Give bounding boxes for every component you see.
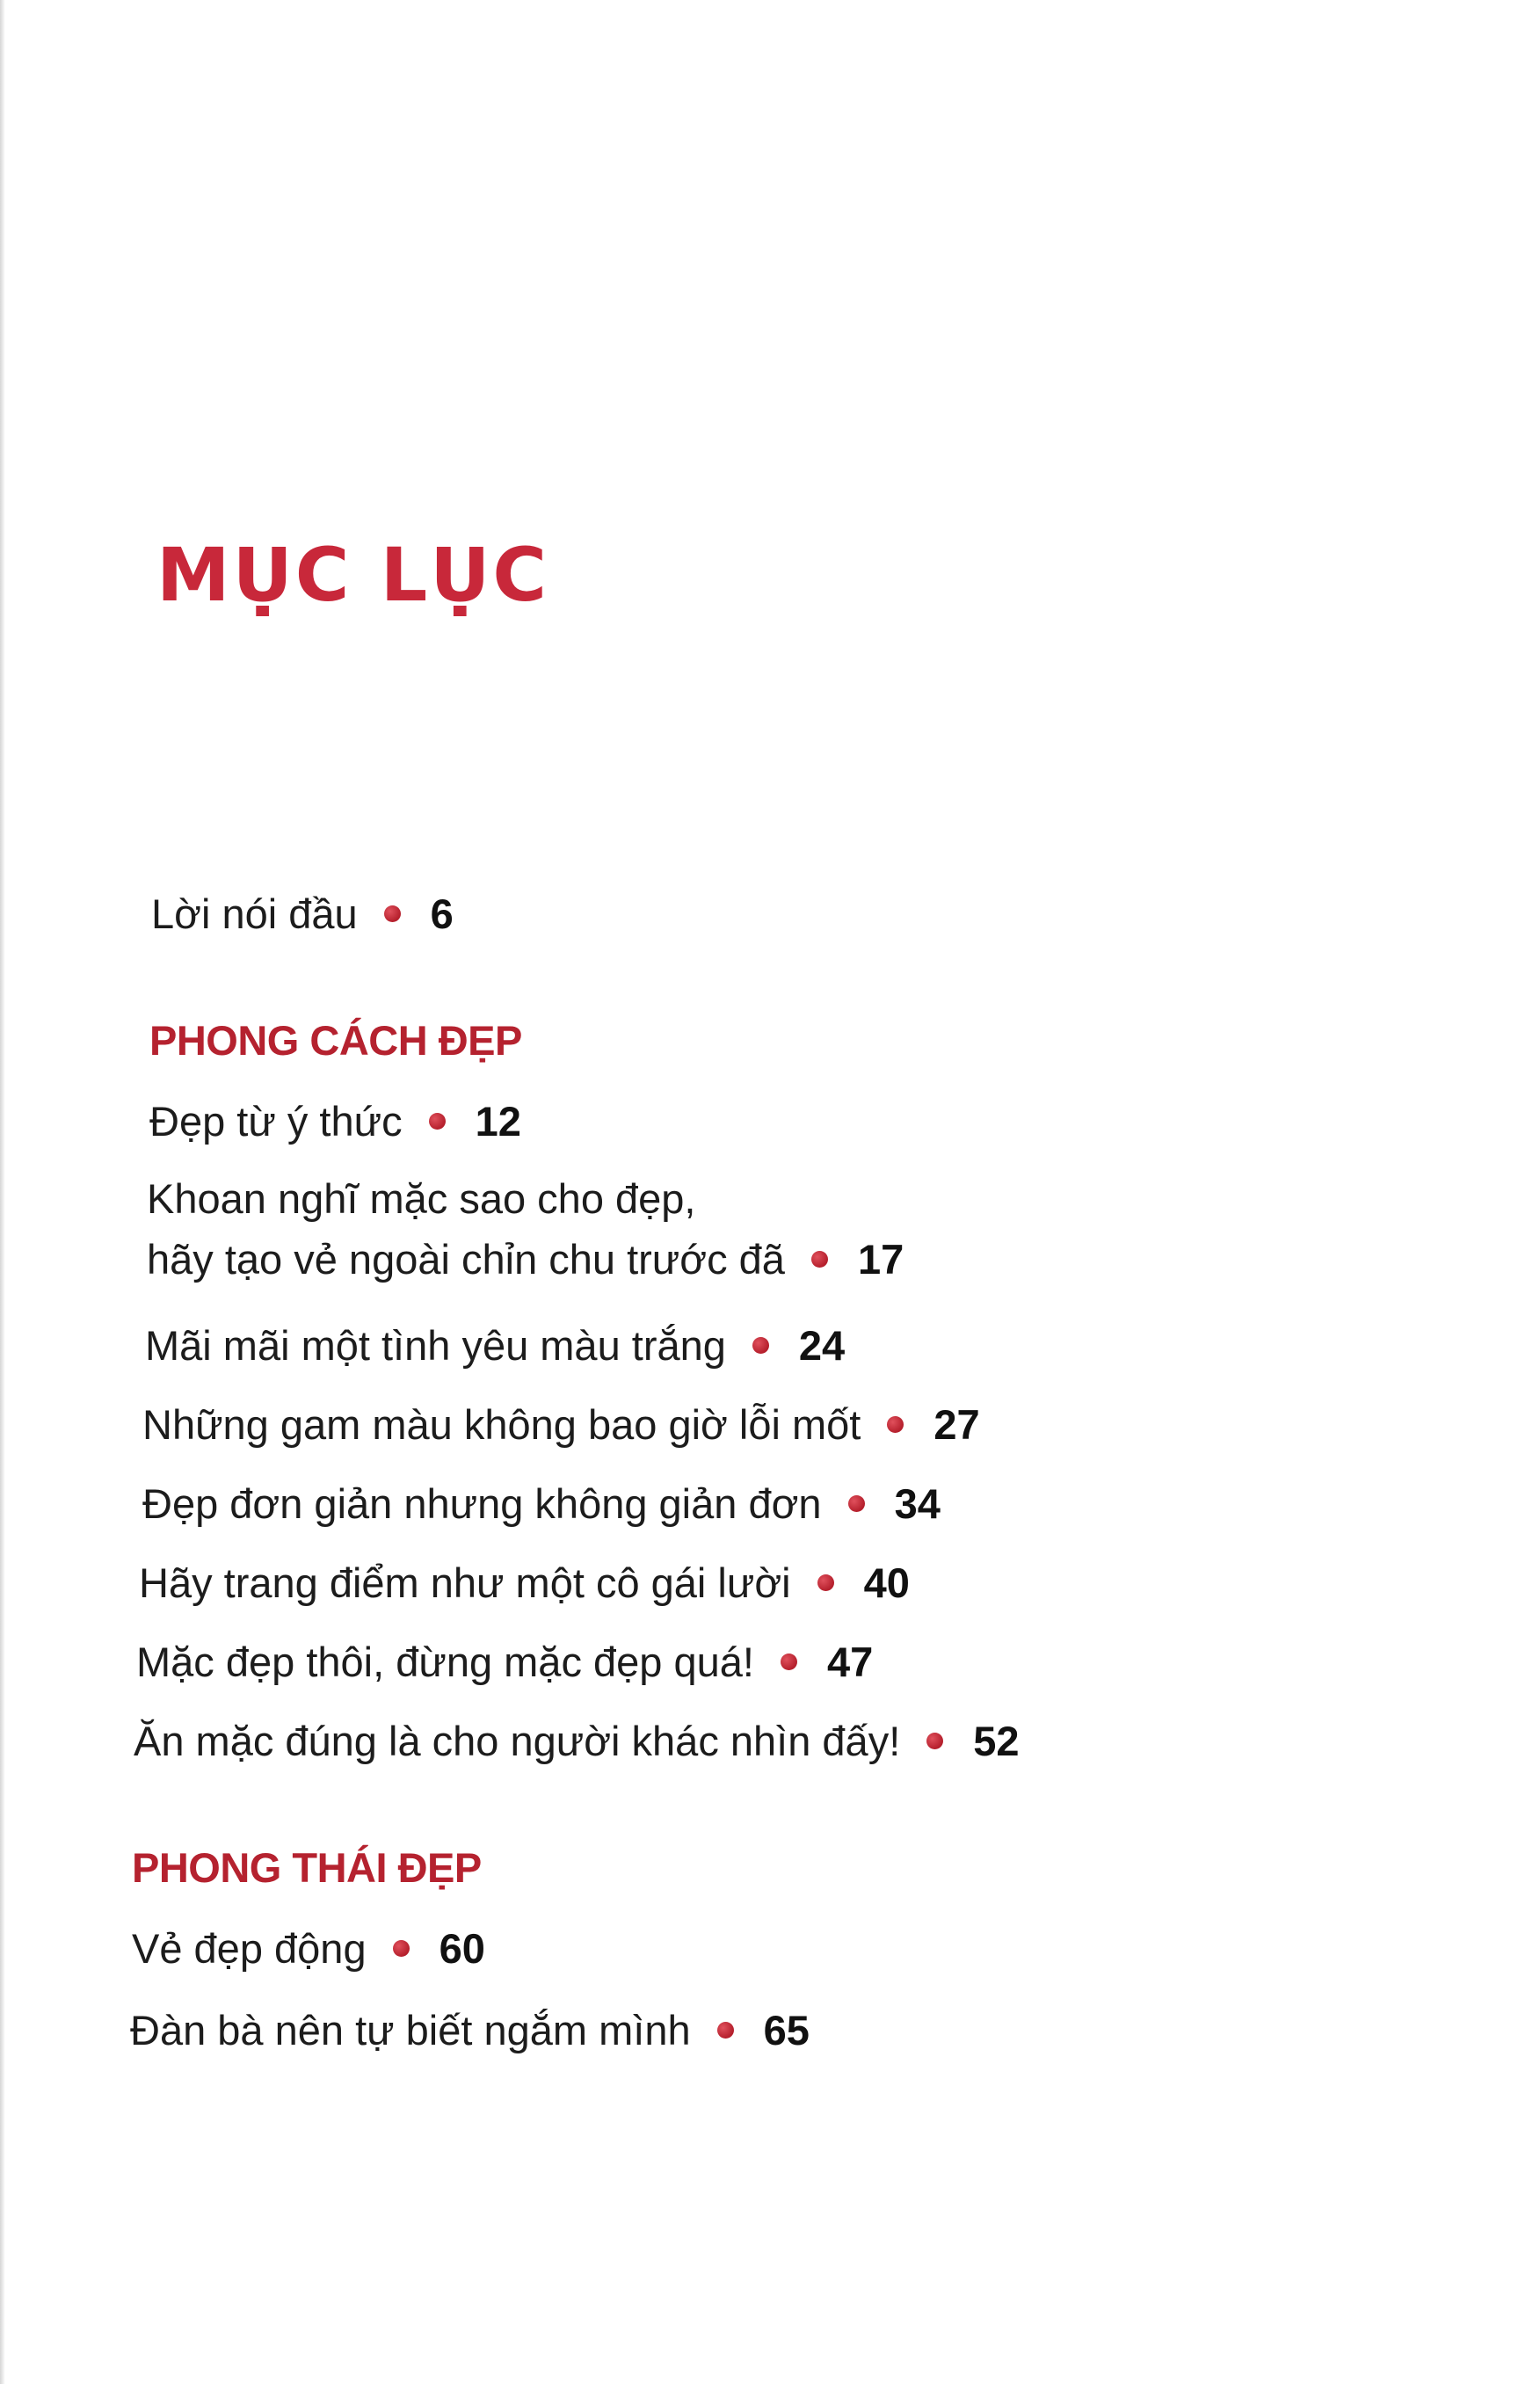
bullet-icon	[429, 1113, 446, 1130]
bullet-icon	[752, 1337, 769, 1354]
toc-entry-title	[147, 1175, 785, 1283]
toc-entry-title: Đẹp từ ý thức	[149, 1098, 403, 1145]
toc-entry-8[interactable]	[134, 1720, 1020, 1762]
toc-entry-title-line-2: hãy tạo vẻ ngoài chỉn chu trước đã	[147, 1236, 785, 1283]
bullet-icon	[384, 905, 401, 922]
toc-entry-5[interactable]	[142, 1480, 941, 1527]
toc-entry-title: Đàn bà nên tự biết ngắm mình	[130, 2007, 691, 2053]
toc-entry-intro[interactable]	[151, 890, 454, 937]
bullet-icon	[811, 1251, 828, 1268]
toc-entry-1[interactable]	[149, 1098, 521, 1145]
toc-entry-page: 52	[973, 1718, 1020, 1764]
toc-entry-title: Những gam màu không bao giờ lỗi mốt	[142, 1401, 861, 1448]
toc-entry-page: 47	[826, 1639, 874, 1685]
toc-entry-4[interactable]	[142, 1401, 980, 1448]
toc-entry-title: Mãi mãi một tình yêu màu trắng	[145, 1322, 726, 1369]
toc-entry-title: Đẹp đơn giản nhưng không giản đơn	[142, 1480, 822, 1527]
section-heading-phong-thai-dep: PHONG THÁI ĐẸP	[132, 1844, 482, 1891]
section-heading-phong-cach-dep: PHONG CÁCH ĐẸP	[149, 1017, 522, 1064]
toc-entry-page: 6	[430, 890, 454, 937]
toc-entry-page: 40	[863, 1559, 910, 1606]
toc-entry-title: Vẻ đẹp động	[132, 1925, 367, 1972]
bullet-icon	[926, 1733, 943, 1749]
page-title: MỤC LỤC	[156, 532, 550, 618]
toc-entry-title: Ăn mặc đúng là cho người khác nhìn đấy!	[134, 1718, 901, 1764]
toc-entry-7[interactable]	[136, 1641, 873, 1683]
bullet-icon	[848, 1495, 865, 1512]
toc-entry-page: 27	[933, 1401, 980, 1448]
toc-entry-title: Lời nói đầu	[151, 890, 358, 937]
toc-entry-9[interactable]	[132, 1925, 485, 1972]
bullet-icon	[393, 1940, 410, 1957]
toc-entry-page: 17	[857, 1236, 904, 1283]
toc-entry-title-line-1: Khoan nghĩ mặc sao cho đẹp,	[147, 1175, 696, 1222]
toc-entry-10[interactable]	[130, 2007, 810, 2053]
toc-entry-page: 34	[894, 1480, 941, 1527]
toc-entry-3[interactable]	[145, 1322, 846, 1369]
toc-entry-2[interactable]	[147, 1175, 904, 1283]
toc-entry-page: 24	[798, 1322, 846, 1369]
toc-entry-title: Mặc đẹp thôi, đừng mặc đẹp quá!	[136, 1639, 754, 1685]
toc-entry-page: 60	[439, 1925, 485, 1972]
bullet-icon	[717, 2022, 734, 2039]
bullet-icon	[781, 1654, 797, 1670]
toc-entry-page: 65	[763, 2007, 810, 2053]
toc-entry-page: 12	[475, 1098, 521, 1145]
bullet-icon	[887, 1416, 904, 1433]
page-edge-shadow	[0, 0, 5, 2384]
toc-entry-title: Hãy trang điểm như một cô gái lười	[139, 1559, 791, 1606]
bullet-icon	[817, 1574, 834, 1591]
toc-entry-6[interactable]	[139, 1559, 910, 1606]
